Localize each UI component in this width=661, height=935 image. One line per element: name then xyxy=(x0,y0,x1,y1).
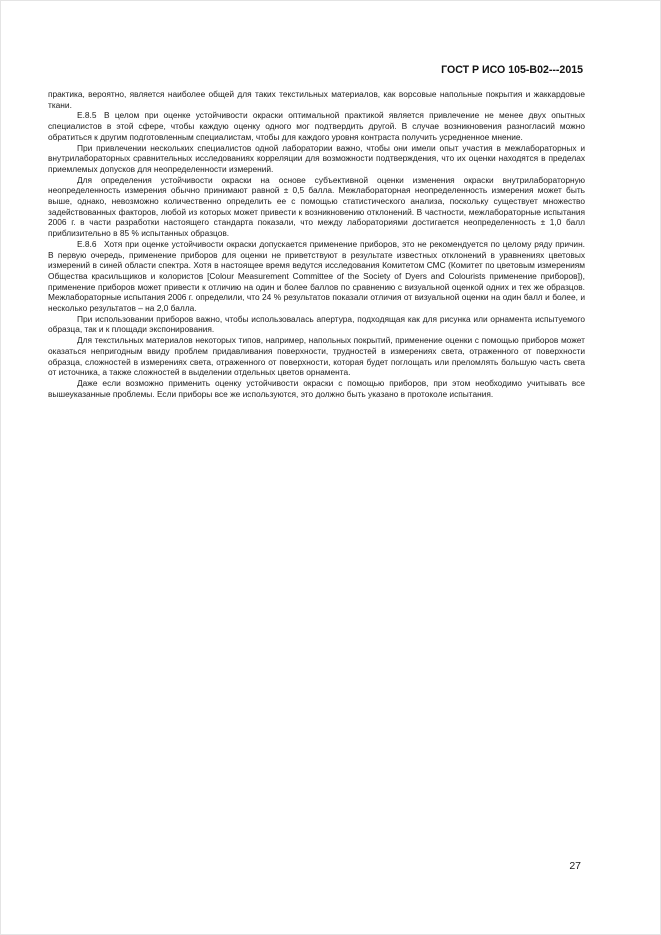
paragraph-text: При использовании приборов важно, чтобы использовалась апертура, подходящая как для рисунка или орнамента испытуемого образца, так и к площади экспонирования. xyxy=(48,313,585,335)
paragraph-text: В целом при оценке устойчивости окраски оптимальной практикой является привлечение не менее двух опытных специалистов в этой сфере, чтобы каждую оценку одного мог подтвердить другой. В случае возникновения разногласий можно обратиться к другим подготовленным специалистам, чтобы для каждого уровня контраста получить усредненное мнение. xyxy=(48,110,585,142)
paragraph-text: практика, вероятно, является наиболее общей для таких текстильных материалов, как ворсовые напольные покрытия и жаккардовые ткани. xyxy=(48,89,585,110)
paragraph-text: Для текстильных материалов некоторых типов, например, напольных покрытий, применение оценки с помощью приборов может оказаться непригодным ввиду проблем придавливания поверхности, трудностей в измерениях света, отраженного от поверхности образца, сложностей в измерениях света, отраженного от поверхности, которая будет поглощать или преломлять большую часть света от источника, а также сложностей в выделении отдельных цветов орнамента. xyxy=(48,335,585,378)
paragraph xyxy=(48,378,585,399)
paragraph xyxy=(48,143,585,175)
paragraph xyxy=(48,335,585,378)
clause-e-8-5 xyxy=(48,110,585,142)
paragraph xyxy=(48,175,585,239)
page-number: 27 xyxy=(569,860,581,872)
clause-number: Е.8.6 xyxy=(77,238,97,249)
document-body xyxy=(48,89,585,399)
document-header-id: ГОСТ Р ИСО 105-В02---2015 xyxy=(441,64,583,76)
paragraph xyxy=(48,89,585,110)
paragraph xyxy=(48,314,585,335)
paragraph-text: Хотя при оценке устойчивости окраски допускается применение приборов, это не рекомендуется по целому ряду причин. В первую очередь, применение приборов для оценки не приветствуют в результате известных отклонений в уравнениях цветовых измерений в синей области спектра. Хотя в настоящее время ведутся исследования Комитетом СМС (Комитет по цветовым измерениям Общества красильщиков и колористов [Colour Measurement Committee of the Society of Dyers and Colourists применение приборов]), применение приборов может привести к отличию на один и более баллов по сравнению с визуальной оценкой одних и тех же образцов. Межлабораторные испытания 2006 г. определили, что 24 % результатов показали отличия от визуальной оценки на один балл и более, и несколько результатов – на 2,0 балла. xyxy=(48,238,585,314)
paragraph-text: Для определения устойчивости окраски на основе субъективной оценки изменения окраски внутрилабораторную неопределенность измерения обычно принимают равной ± 0,5 балла. Межлабораторная неопределенность измерения может быть выше, однако, невозможно количественно определить ее с помощью статистического анализа, поскольку существует множество задействованных факторов, любой из которых может привести к возникновению отклонений. В частности, межлабораторные испытания 2006 г. в части разработки настоящего стандарта показали, что между лабораториями достигается неопределенность ± 1,0 балл приблизительно в 85 % испытанных образцов. xyxy=(48,174,585,239)
paragraph-text: Даже если возможно применить оценку устойчивости окраски с помощью приборов, при этом необходимо учитывать все вышеуказанные проблемы. Если приборы все же используются, это должно быть указано в протоколе испытания. xyxy=(48,377,585,399)
paragraph-text: При привлечении нескольких специалистов одной лаборатории важно, чтобы они имели опыт участия в межлабораторных и внутрилабораторных сравнительных исследованиях корреляции для возможности подтверждения, что их оценки находятся в пределах приемлемых допусков для неопределенности измерений. xyxy=(48,142,585,174)
clause-number: Е.8.5 xyxy=(77,110,97,121)
clause-e-8-6 xyxy=(48,239,585,314)
